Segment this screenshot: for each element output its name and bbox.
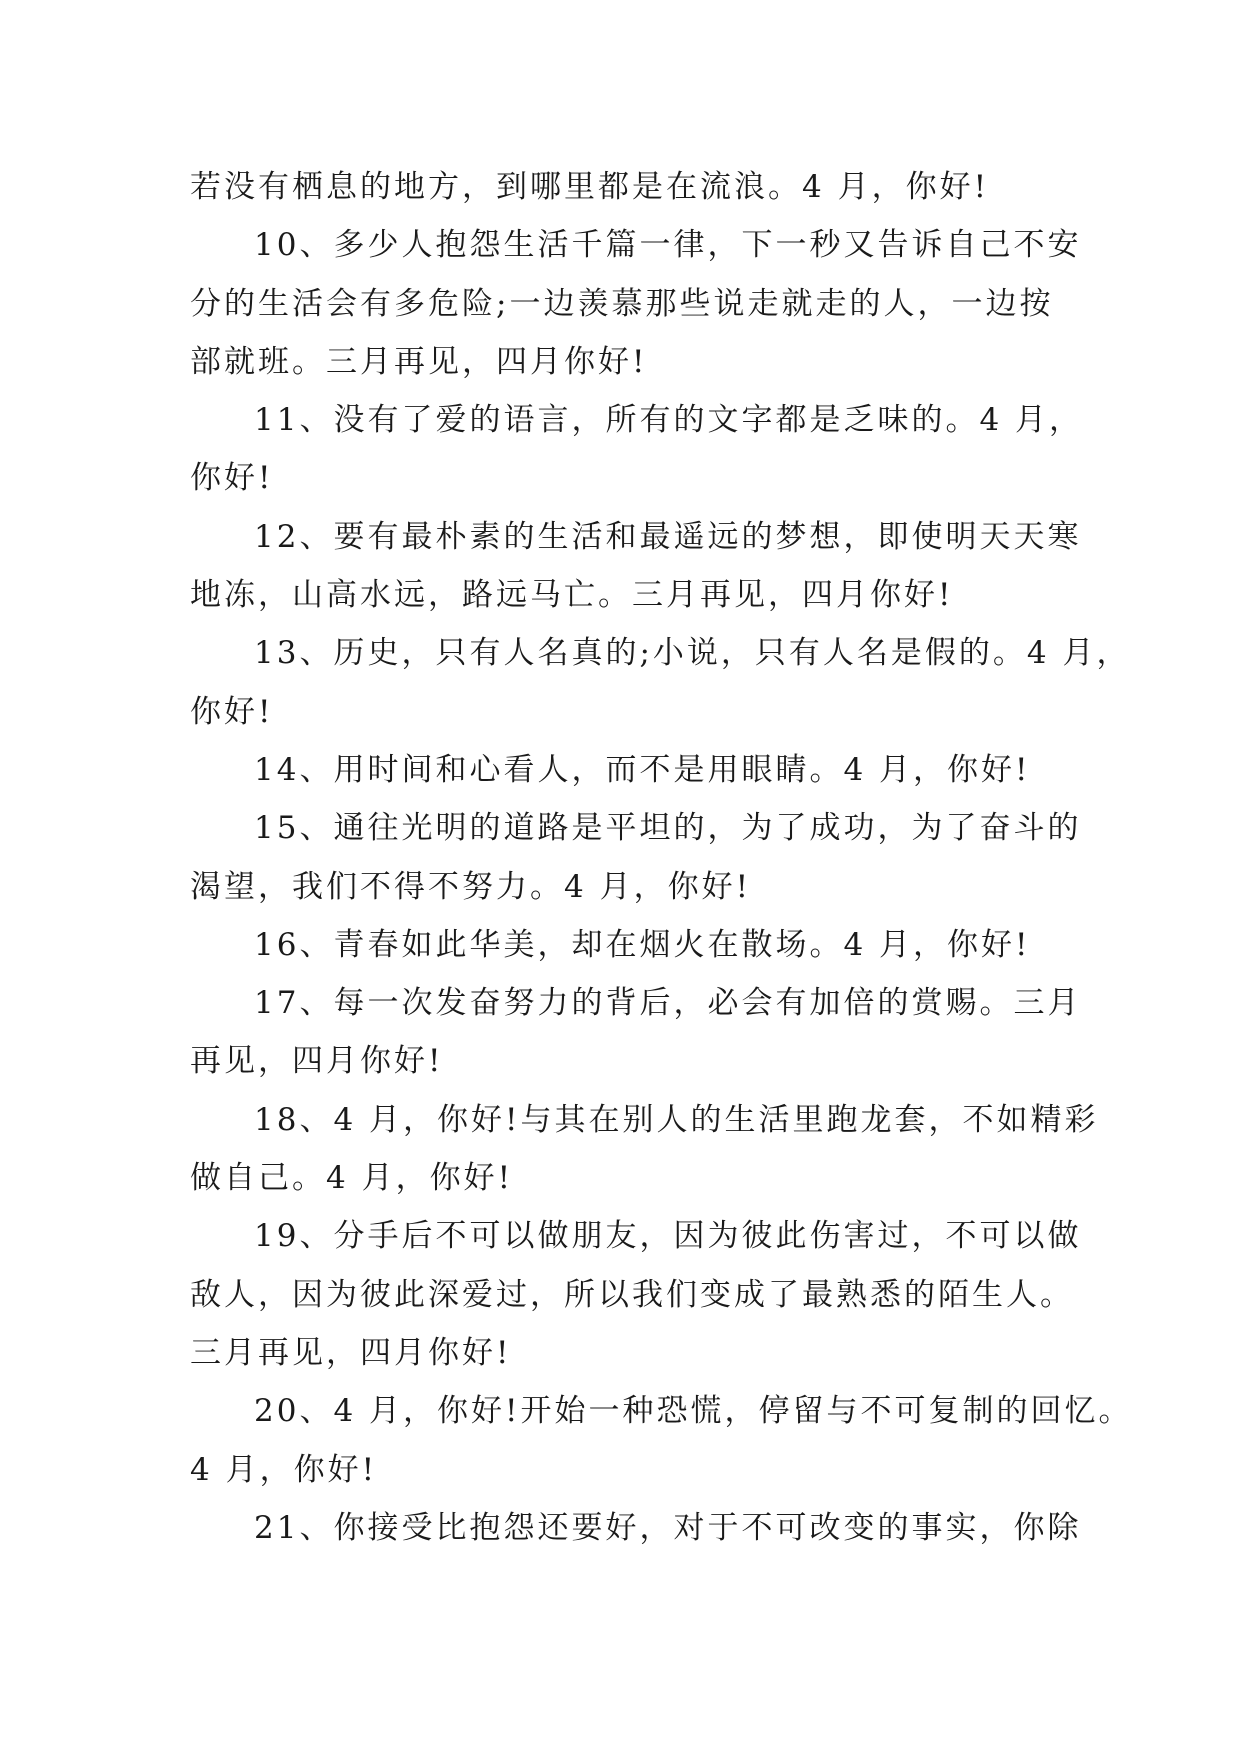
text-line: 若没有栖息的地方，到哪里都是在流浪。4 月，你好! bbox=[190, 169, 990, 205]
text-line: 20、4 月，你好!开始一种恐慌，停留与不可复制的回忆。 bbox=[254, 1393, 1133, 1430]
body-text bbox=[190, 158, 1133, 1557]
text-line: 再见，四月你好! bbox=[190, 1043, 444, 1080]
text-line: 15、通往光明的道路是平坦的，为了成功，为了奋斗的 bbox=[254, 810, 1082, 847]
text-line: 18、4 月，你好!与其在别人的生活里跑龙套，不如精彩 bbox=[254, 1101, 1099, 1138]
text-line: 三月再见，四月你好! bbox=[190, 1334, 512, 1371]
text-line: 19、分手后不可以做朋友，因为彼此伤害过，不可以做 bbox=[254, 1218, 1082, 1255]
text-line: 12、要有最朴素的生活和最遥远的梦想，即使明天天寒 bbox=[254, 518, 1082, 555]
text-line: 地冻，山高水远，路远马亡。三月再见，四月你好! bbox=[190, 577, 954, 614]
text-line: 14、用时间和心看人，而不是用眼睛。4 月，你好! bbox=[254, 751, 1031, 788]
text-line: 21、你接受比抱怨还要好，对于不可改变的事实，你除 bbox=[254, 1509, 1082, 1546]
text-line: 11、没有了爱的语言，所有的文字都是乏味的。4 月， bbox=[254, 402, 1084, 439]
text-line: 16、青春如此华美，却在烟火在散场。4 月，你好! bbox=[254, 926, 1031, 963]
text-line: 敌人，因为彼此深爱过，所以我们变成了最熟悉的陌生人。 bbox=[190, 1276, 1074, 1313]
text-line: 部就班。三月再见，四月你好! bbox=[190, 343, 648, 380]
text-line: 17、每一次发奋努力的背后，必会有加倍的赏赐。三月 bbox=[254, 985, 1082, 1022]
text-line: 你好! bbox=[190, 693, 274, 730]
text-line: 13、历史，只有人名真的;小说，只有人名是假的。4 月， bbox=[254, 635, 1131, 672]
text-line: 渴望，我们不得不努力。4 月，你好! bbox=[190, 868, 752, 905]
text-line: 做自己。4 月，你好! bbox=[190, 1160, 514, 1197]
text-line: 分的生活会有多危险;一边羡慕那些说走就走的人，一边按 bbox=[190, 285, 1054, 322]
text-line: 4 月，你好! bbox=[190, 1451, 378, 1488]
text-line: 10、多少人抱怨生活千篇一律，下一秒又告诉自己不安 bbox=[254, 227, 1082, 264]
text-line: 你好! bbox=[190, 460, 274, 497]
